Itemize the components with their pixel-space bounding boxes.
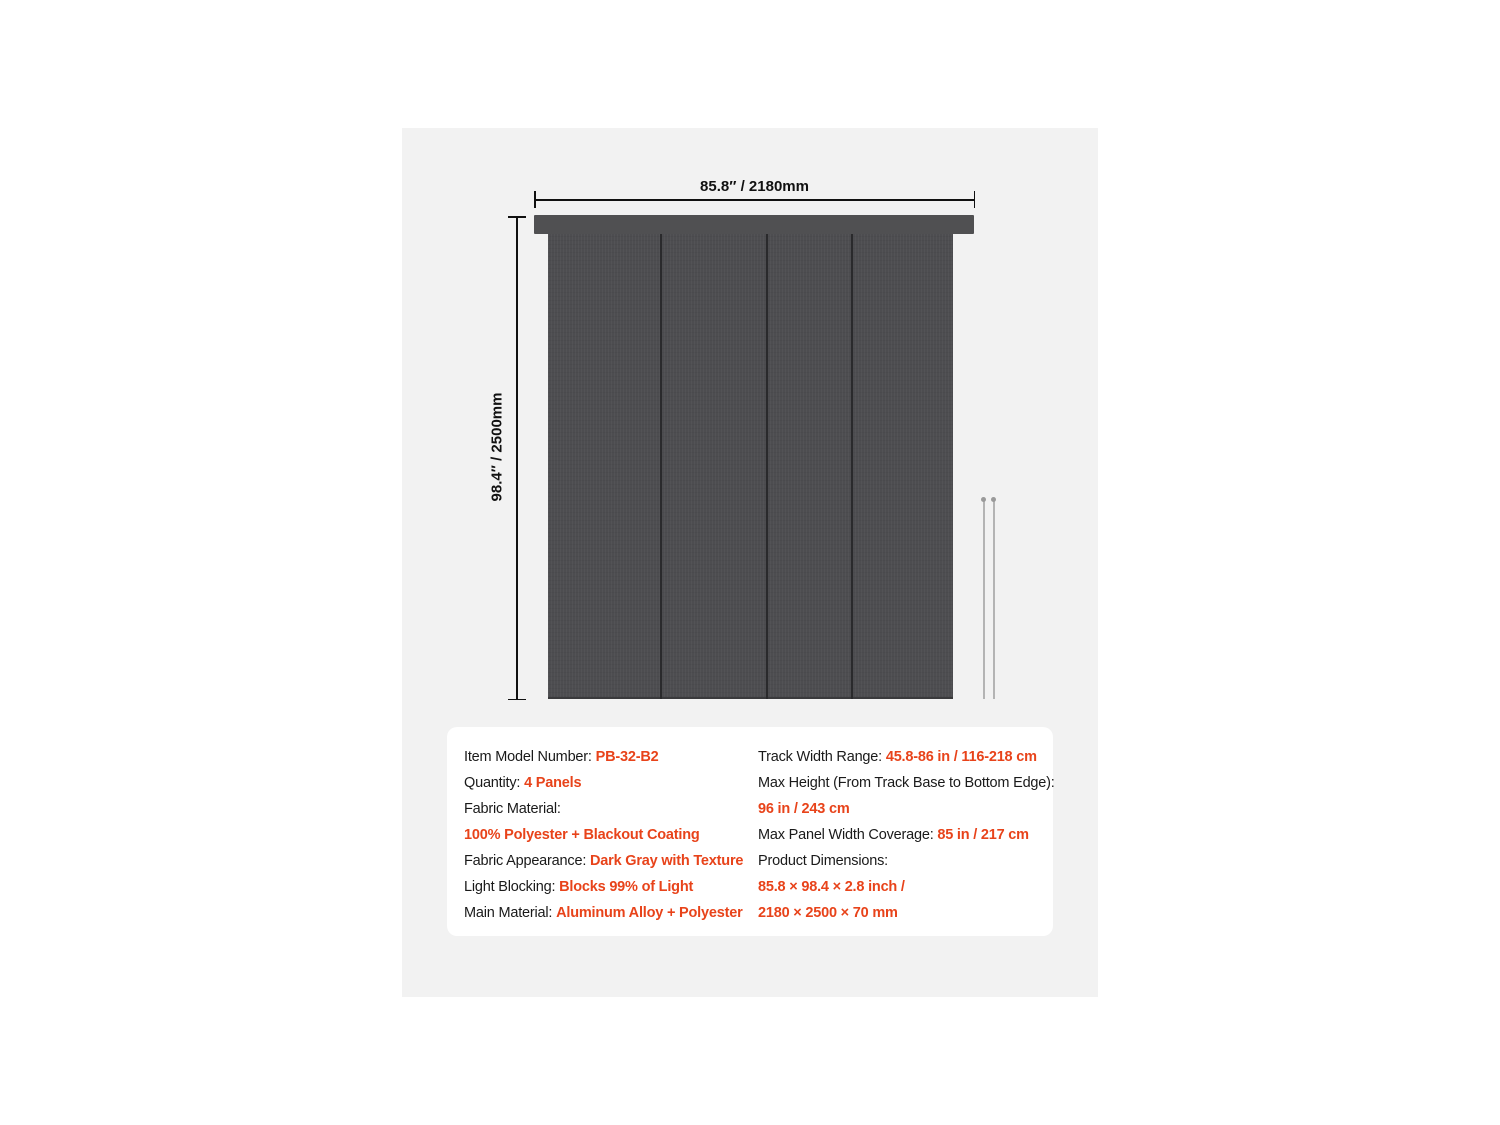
spec-quantity-label: Quantity: [464, 775, 525, 791]
spec-max-height [758, 770, 1055, 796]
spec-fabric-material-value: 100% Polyester + Blackout Coating [464, 827, 700, 843]
control-wand-tip [991, 497, 996, 502]
spec-max-panel-width-label: Max Panel Width Coverage: [758, 827, 938, 843]
blind-panel [852, 234, 953, 699]
panel-seam [851, 234, 853, 699]
height-dimension [506, 216, 528, 700]
spec-fabric-material-label: Fabric Material: [464, 801, 561, 817]
spec-product-dimensions-row-2 [758, 900, 1055, 926]
spec-main-material-label: Main Material: [464, 905, 557, 921]
spec-product-dimensions [758, 848, 1055, 874]
spec-product-dimensions-value-mm: 2180 × 2500 × 70 mm [758, 905, 898, 921]
spec-track-width-value: 45.8-86 in / 116-218 cm [885, 749, 1037, 765]
spec-fabric-material-row [464, 822, 743, 848]
spec-quantity [464, 770, 743, 796]
control-wand [983, 500, 985, 699]
spec-max-height-label: Max Height (From Track Base to Bottom Edge): [758, 775, 1055, 791]
spec-model [464, 744, 743, 770]
headrail-track [534, 215, 974, 234]
spec-max-height-row [758, 796, 1055, 822]
blind-panel [661, 234, 767, 699]
panel-seam [660, 234, 662, 699]
spec-light-blocking [464, 874, 743, 900]
spec-light-blocking-label: Light Blocking: [464, 879, 560, 895]
spec-fabric-material [464, 796, 743, 822]
spec-max-panel-width-value: 85 in / 217 cm [937, 827, 1029, 843]
width-dimension-tick-left [534, 191, 536, 208]
spec-product-dimensions-value-inch: 85.8 × 98.4 × 2.8 inch / [758, 879, 905, 895]
spec-max-height-value: 96 in / 243 cm [758, 801, 850, 817]
spec-light-blocking-value: Blocks 99% of Light [559, 879, 694, 895]
spec-fabric-appearance [464, 848, 743, 874]
spec-track-width-label: Track Width Range: [758, 749, 886, 765]
spec-model-label: Item Model Number: [464, 749, 596, 765]
width-dimension-tick-right [974, 191, 976, 208]
spec-product-dimensions-row-1 [758, 874, 1055, 900]
height-dimension-line [516, 216, 518, 700]
height-dimension-label: 98.4″ / 2500mm [488, 392, 506, 502]
width-dimension-line [534, 199, 975, 201]
blind-panel [767, 234, 852, 699]
panel-seam [766, 234, 768, 699]
control-wand-tip [981, 497, 986, 502]
height-dimension-tick-top [508, 216, 526, 218]
width-dimension-label: 85.8″ / 2180mm [700, 178, 809, 195]
spec-model-value: PB-32-B2 [595, 749, 659, 765]
spec-fabric-appearance-label: Fabric Appearance: [464, 853, 590, 869]
spec-product-dimensions-label: Product Dimensions: [758, 853, 888, 869]
spec-track-width [758, 744, 1055, 770]
specs-column-left [464, 744, 743, 926]
specs-column-right [758, 744, 1055, 926]
spec-main-material-value: Aluminum Alloy + Polyester [556, 905, 743, 921]
spec-main-material [464, 900, 743, 926]
specs-box [447, 727, 1053, 936]
blind-panel [548, 234, 661, 699]
spec-fabric-appearance-value: Dark Gray with Texture [589, 853, 744, 869]
spec-quantity-value: 4 Panels [524, 775, 582, 791]
spec-max-panel-width [758, 822, 1055, 848]
width-dimension [534, 178, 975, 208]
control-wand [993, 500, 995, 699]
height-dimension-tick-bottom [508, 699, 526, 701]
